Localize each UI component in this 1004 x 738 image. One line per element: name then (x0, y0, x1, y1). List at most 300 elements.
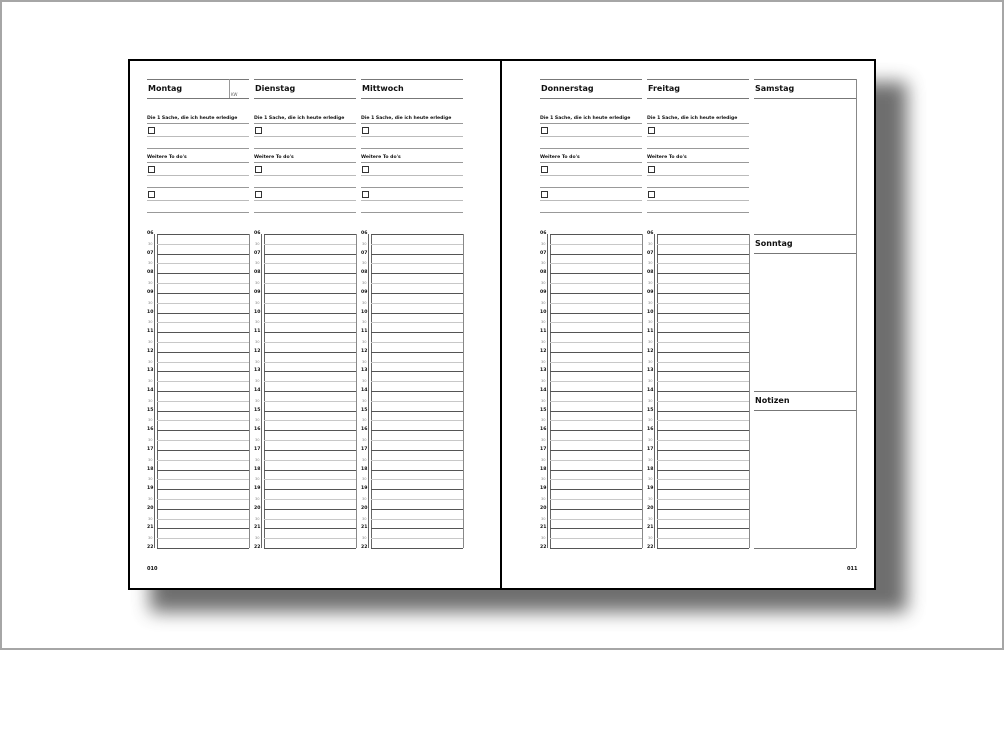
hour-line (657, 371, 749, 372)
hour-line (157, 313, 249, 314)
hour-line (157, 254, 249, 255)
half-hour-line (550, 263, 642, 264)
entry-line (254, 187, 356, 188)
half-hour-line (157, 499, 249, 500)
hour-label: 07 (647, 250, 654, 256)
hour-label: 22 (254, 545, 261, 550)
more-todos-heading: Weitere To do's (254, 155, 294, 160)
half-hour-label: 30 (362, 339, 367, 344)
entry-line (647, 187, 749, 188)
half-hour-line (264, 263, 356, 264)
half-hour-label: 30 (362, 281, 367, 286)
hour-label: 09 (540, 289, 547, 295)
entry-line (540, 175, 642, 176)
half-hour-line (550, 401, 642, 402)
checkbox[interactable] (648, 166, 655, 173)
checkbox[interactable] (148, 191, 155, 198)
checkbox[interactable] (255, 127, 262, 134)
half-hour-line (657, 263, 749, 264)
schedule-bottom-line (371, 548, 463, 549)
one-thing-heading: Die 1 Sache, die ich heute erledige (254, 116, 345, 121)
planner-spread (128, 59, 876, 590)
half-hour-label: 30 (255, 516, 260, 521)
half-hour-label: 30 (255, 339, 260, 344)
half-hour-label: 30 (541, 477, 546, 482)
half-hour-label: 30 (255, 438, 260, 443)
half-hour-line (371, 538, 463, 539)
half-hour-label: 30 (648, 241, 653, 246)
half-hour-line (264, 499, 356, 500)
samstag-title: Samstag (755, 84, 795, 93)
half-hour-label: 30 (648, 359, 653, 364)
half-hour-line (264, 303, 356, 304)
entry-line (361, 175, 463, 176)
half-hour-line (657, 538, 749, 539)
kw-divider (229, 79, 230, 98)
hour-line (264, 313, 356, 314)
entry-line (540, 187, 642, 188)
half-hour-label: 30 (362, 477, 367, 482)
hour-line (264, 234, 356, 235)
half-hour-label: 30 (362, 320, 367, 325)
checkbox[interactable] (362, 191, 369, 198)
half-hour-label: 30 (255, 320, 260, 325)
half-hour-line (371, 440, 463, 441)
hour-label: 16 (540, 427, 547, 433)
half-hour-label: 30 (541, 536, 546, 541)
half-hour-label: 30 (255, 261, 260, 266)
half-hour-line (371, 479, 463, 480)
hour-label: 18 (361, 466, 368, 472)
schedule-right-line (749, 234, 750, 548)
schedule-bottom-line (264, 548, 356, 549)
hour-line (264, 430, 356, 431)
checkbox[interactable] (148, 127, 155, 134)
hour-line (657, 411, 749, 412)
hour-line (371, 509, 463, 510)
half-hour-line (264, 322, 356, 323)
hour-label: 20 (254, 505, 261, 511)
time-column-line (154, 234, 155, 548)
half-hour-line (264, 460, 356, 461)
hour-label: 10 (147, 309, 154, 315)
half-hour-line (157, 401, 249, 402)
hour-label: 16 (647, 427, 654, 433)
half-hour-label: 30 (541, 241, 546, 246)
hour-label: 16 (361, 427, 368, 433)
half-hour-line (657, 420, 749, 421)
checkbox[interactable] (362, 127, 369, 134)
hour-label: 16 (147, 427, 154, 433)
one-thing-heading: Die 1 Sache, die ich heute erledige (540, 116, 631, 121)
hour-line (657, 313, 749, 314)
half-hour-label: 30 (541, 516, 546, 521)
hour-line (657, 352, 749, 353)
checkbox[interactable] (362, 166, 369, 173)
half-hour-label: 30 (541, 300, 546, 305)
page-number-left: 010 (147, 566, 158, 572)
half-hour-line (371, 460, 463, 461)
half-hour-label: 30 (255, 359, 260, 364)
hour-line (657, 450, 749, 451)
half-hour-label: 30 (148, 379, 153, 384)
hour-line (657, 470, 749, 471)
half-hour-line (657, 460, 749, 461)
hour-line (157, 332, 249, 333)
half-hour-label: 30 (148, 300, 153, 305)
hour-line (157, 293, 249, 294)
hour-line (371, 254, 463, 255)
hour-label: 13 (647, 368, 654, 374)
hour-line (371, 391, 463, 392)
half-hour-line (550, 283, 642, 284)
hour-label: 11 (647, 329, 654, 335)
half-hour-line (157, 303, 249, 304)
one-thing-heading: Die 1 Sache, die ich heute erledige (361, 116, 452, 121)
half-hour-label: 30 (541, 339, 546, 344)
half-hour-line (264, 401, 356, 402)
half-hour-label: 30 (255, 398, 260, 403)
hour-label: 17 (147, 446, 154, 452)
day-header-bottom-line (147, 98, 249, 99)
hour-line (157, 352, 249, 353)
entry-line (254, 200, 356, 201)
half-hour-label: 30 (148, 241, 153, 246)
hour-line (264, 332, 356, 333)
hour-label: 12 (647, 348, 654, 354)
checkbox[interactable] (541, 127, 548, 134)
hour-line (550, 332, 642, 333)
hour-line (264, 273, 356, 274)
hour-label: 12 (147, 348, 154, 354)
half-hour-label: 30 (255, 281, 260, 286)
half-hour-label: 30 (148, 281, 153, 286)
half-hour-line (371, 303, 463, 304)
half-hour-line (157, 381, 249, 382)
checkbox[interactable] (648, 127, 655, 134)
half-hour-label: 30 (541, 359, 546, 364)
half-hour-label: 30 (648, 418, 653, 423)
section-line (147, 162, 249, 163)
entry-line (254, 175, 356, 176)
hour-label: 15 (647, 407, 654, 413)
hour-line (550, 352, 642, 353)
hour-line (264, 352, 356, 353)
entry-line (647, 136, 749, 137)
hour-label: 14 (361, 388, 368, 393)
hour-line (371, 234, 463, 235)
hour-label: 21 (147, 525, 154, 531)
half-hour-line (371, 283, 463, 284)
hour-line (657, 391, 749, 392)
day-title: Mittwoch (362, 84, 404, 93)
entry-line (361, 187, 463, 188)
hour-line (371, 371, 463, 372)
hour-label: 14 (147, 388, 154, 393)
half-hour-line (157, 322, 249, 323)
hour-label: 06 (540, 231, 547, 236)
hour-line (657, 509, 749, 510)
half-hour-label: 30 (648, 379, 653, 384)
half-hour-label: 30 (148, 516, 153, 521)
weekend-section-top-line (754, 234, 856, 235)
half-hour-line (264, 519, 356, 520)
half-hour-line (371, 342, 463, 343)
half-hour-line (264, 479, 356, 480)
day-title: Montag (148, 84, 183, 93)
half-hour-label: 30 (648, 536, 653, 541)
half-hour-line (550, 519, 642, 520)
hour-label: 14 (647, 388, 654, 393)
hour-label: 18 (647, 466, 654, 472)
one-thing-heading: Die 1 Sache, die ich heute erledige (647, 116, 738, 121)
section-line (147, 123, 249, 124)
hour-label: 22 (361, 545, 368, 550)
half-hour-label: 30 (148, 320, 153, 325)
half-hour-line (657, 362, 749, 363)
hour-line (157, 450, 249, 451)
half-hour-line (371, 362, 463, 363)
hour-label: 13 (540, 368, 547, 374)
hour-line (657, 234, 749, 235)
hour-label: 18 (254, 466, 261, 472)
page-number-right: 011 (847, 566, 858, 572)
entry-line (147, 200, 249, 201)
half-hour-label: 30 (148, 418, 153, 423)
checkbox[interactable] (541, 166, 548, 173)
half-hour-label: 30 (255, 457, 260, 462)
half-hour-label: 30 (148, 477, 153, 482)
entry-line (254, 212, 356, 213)
section-line (361, 162, 463, 163)
hour-label: 06 (254, 231, 261, 236)
half-hour-line (264, 244, 356, 245)
hour-label: 07 (147, 250, 154, 256)
half-hour-label: 30 (148, 359, 153, 364)
hour-line (371, 450, 463, 451)
half-hour-line (657, 479, 749, 480)
hour-line (550, 489, 642, 490)
half-hour-line (157, 244, 249, 245)
entry-line (147, 187, 249, 188)
checkbox[interactable] (541, 191, 548, 198)
hour-label: 21 (254, 525, 261, 531)
half-hour-label: 30 (541, 496, 546, 501)
half-hour-line (657, 303, 749, 304)
hour-line (550, 470, 642, 471)
half-hour-line (371, 420, 463, 421)
half-hour-label: 30 (255, 496, 260, 501)
half-hour-line (157, 420, 249, 421)
half-hour-label: 30 (362, 536, 367, 541)
half-hour-line (657, 440, 749, 441)
hour-line (371, 430, 463, 431)
time-column-line (654, 234, 655, 548)
hour-label: 11 (254, 329, 261, 335)
half-hour-line (657, 244, 749, 245)
hour-label: 06 (361, 231, 368, 236)
checkbox[interactable] (255, 191, 262, 198)
half-hour-label: 30 (362, 359, 367, 364)
entry-line (540, 148, 642, 149)
hour-label: 15 (361, 407, 368, 413)
half-hour-line (657, 322, 749, 323)
hour-label: 17 (254, 446, 261, 452)
half-hour-label: 30 (648, 398, 653, 403)
hour-line (371, 332, 463, 333)
hour-line (550, 411, 642, 412)
half-hour-line (264, 420, 356, 421)
half-hour-label: 30 (148, 438, 153, 443)
half-hour-label: 30 (255, 418, 260, 423)
weekend-section-header-line (754, 98, 856, 99)
hour-label: 15 (540, 407, 547, 413)
half-hour-label: 30 (648, 516, 653, 521)
half-hour-line (371, 499, 463, 500)
hour-label: 12 (361, 348, 368, 354)
section-line (540, 162, 642, 163)
day-header-top-line (147, 79, 249, 80)
half-hour-line (550, 362, 642, 363)
day-header-top-line (647, 79, 749, 80)
half-hour-label: 30 (648, 496, 653, 501)
half-hour-label: 30 (255, 300, 260, 305)
hour-line (157, 234, 249, 235)
checkbox[interactable] (148, 166, 155, 173)
checkbox[interactable] (648, 191, 655, 198)
half-hour-label: 30 (255, 477, 260, 482)
schedule-right-line (356, 234, 357, 548)
hour-label: 08 (147, 270, 154, 276)
half-hour-line (264, 283, 356, 284)
half-hour-line (550, 381, 642, 382)
more-todos-heading: Weitere To do's (361, 155, 401, 160)
half-hour-line (657, 499, 749, 500)
half-hour-line (657, 342, 749, 343)
hour-label: 17 (647, 446, 654, 452)
schedule-bottom-line (657, 548, 749, 549)
half-hour-line (550, 440, 642, 441)
half-hour-label: 30 (362, 300, 367, 305)
hour-line (550, 234, 642, 235)
hour-line (157, 411, 249, 412)
half-hour-label: 30 (255, 379, 260, 384)
entry-line (361, 148, 463, 149)
half-hour-line (550, 244, 642, 245)
hour-line (657, 273, 749, 274)
weekend-section-header-line (754, 253, 856, 254)
weekend-section-header-line (754, 410, 856, 411)
half-hour-line (550, 420, 642, 421)
hour-label: 17 (361, 446, 368, 452)
section-line (540, 123, 642, 124)
schedule-right-line (249, 234, 250, 548)
half-hour-line (657, 381, 749, 382)
hour-label: 11 (540, 329, 547, 335)
half-hour-line (157, 519, 249, 520)
hour-line (657, 489, 749, 490)
hour-label: 14 (540, 388, 547, 393)
half-hour-line (157, 263, 249, 264)
day-header-bottom-line (647, 98, 749, 99)
half-hour-label: 30 (148, 339, 153, 344)
hour-line (157, 509, 249, 510)
hour-label: 09 (361, 289, 368, 295)
hour-line (550, 391, 642, 392)
half-hour-line (264, 381, 356, 382)
hour-label: 21 (647, 525, 654, 531)
entry-line (254, 148, 356, 149)
hour-label: 07 (540, 250, 547, 256)
half-hour-label: 30 (255, 536, 260, 541)
half-hour-line (264, 538, 356, 539)
entry-line (361, 136, 463, 137)
half-hour-line (157, 479, 249, 480)
hour-line (550, 450, 642, 451)
hour-label: 13 (147, 368, 154, 374)
half-hour-line (657, 401, 749, 402)
entry-line (647, 212, 749, 213)
half-hour-line (550, 322, 642, 323)
half-hour-line (157, 538, 249, 539)
hour-label: 06 (147, 231, 154, 236)
half-hour-line (550, 342, 642, 343)
hour-label: 12 (540, 348, 547, 354)
hour-line (264, 489, 356, 490)
hour-line (157, 528, 249, 529)
hour-line (264, 371, 356, 372)
more-todos-heading: Weitere To do's (540, 155, 580, 160)
hour-label: 22 (647, 545, 654, 550)
half-hour-line (371, 401, 463, 402)
hour-label: 20 (540, 505, 547, 511)
entry-line (647, 200, 749, 201)
day-header-bottom-line (540, 98, 642, 99)
half-hour-label: 30 (541, 438, 546, 443)
one-thing-heading: Die 1 Sache, die ich heute erledige (147, 116, 238, 121)
hour-label: 15 (254, 407, 261, 413)
hour-label: 19 (254, 486, 261, 492)
hour-label: 16 (254, 427, 261, 433)
entry-line (254, 136, 356, 137)
half-hour-label: 30 (648, 477, 653, 482)
hour-line (371, 411, 463, 412)
hour-line (550, 371, 642, 372)
day-header-top-line (540, 79, 642, 80)
half-hour-line (371, 381, 463, 382)
day-header-bottom-line (361, 98, 463, 99)
checkbox[interactable] (255, 166, 262, 173)
hour-line (264, 254, 356, 255)
hour-line (371, 470, 463, 471)
hour-line (550, 313, 642, 314)
half-hour-label: 30 (362, 418, 367, 423)
half-hour-line (157, 440, 249, 441)
hour-line (371, 528, 463, 529)
more-todos-heading: Weitere To do's (647, 155, 687, 160)
hour-line (157, 470, 249, 471)
half-hour-line (550, 303, 642, 304)
day-title: Freitag (648, 84, 681, 93)
sonntag-title: Sonntag (755, 239, 793, 248)
hour-line (264, 450, 356, 451)
day-title: Dienstag (255, 84, 296, 93)
hour-line (371, 313, 463, 314)
hour-label: 19 (540, 486, 547, 492)
weekend-section-top-line (754, 391, 856, 392)
schedule-right-line (642, 234, 643, 548)
hour-line (264, 509, 356, 510)
